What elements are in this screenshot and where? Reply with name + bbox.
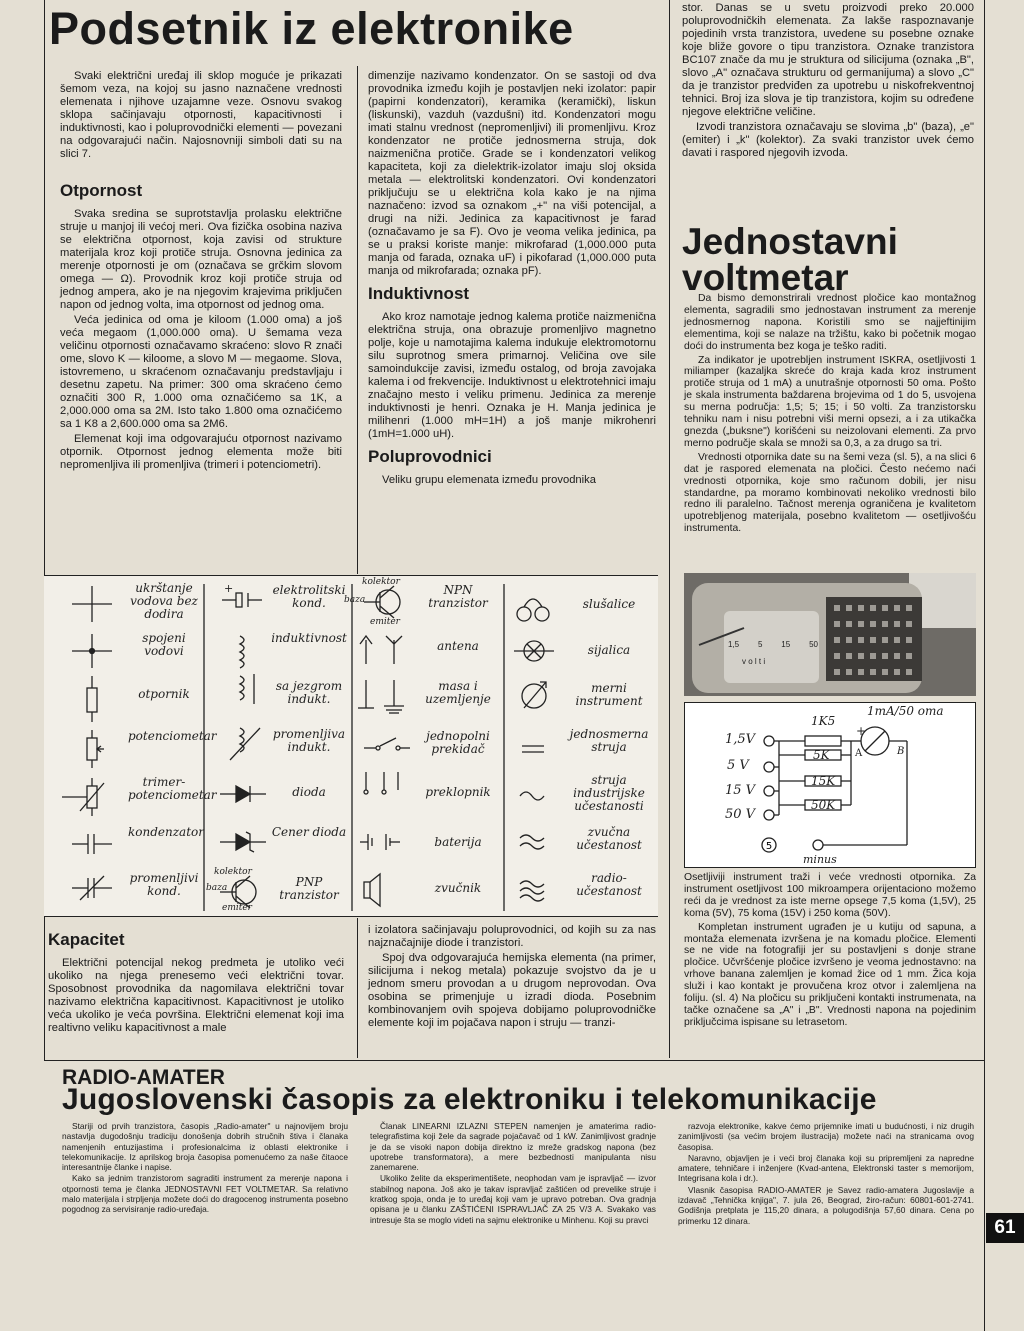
dioda-paragraph: Spoj dva odgovarajuća hemijska elementa (na primer, silicijuma i nekog metala) pokazuje svojstvo da je u jednom smeru provodan a u drugom neprovodan. Ova osobina se primenjuje u izradi dioda. Posebnim kombinovanjem ovih spojeva dobijamo poluprovodničke elemente koji im pojačava napon i struju — tranzi- — [368, 952, 656, 1029]
symbol-label-capacitor: kondenzator — [128, 825, 204, 839]
column-2-bottom — [368, 924, 656, 1032]
poluprovodnici-continued: i izolatora sačinjavaju poluprovodnici, od kojih su za nas najznačajnije diode i tranzistori. — [368, 924, 656, 949]
voltmetar-paragraph-2: Za indikator je upotrebljen instrument ISKRA, osetljivosti 1 miliamper (kazaljka skreće do kraja kada kroz instrument protiče struja od 1 mA) a unutrašnje otpornosti 50 oma. Pošto je skala instrumenta baždarena brojevima od 1 do 5, usvojena su merna područja: 1,5; 5; 15; i 50 volti. Za tranzistorsku tehniku nam i nisu potrebni viši merni opsezi, a i za utikačka gnezda („buksne") korišćeni su neizolovani elementi. Za prvo merno područje skala se množi sa 0,3, a za drugo sa tri. — [684, 354, 976, 449]
symbol-label-dc: jednosmerna struja — [569, 727, 649, 754]
symbol-label-trimmer: trimer-potenciometar — [128, 775, 217, 802]
otpornost-paragraph-2: Veća jedinica od oma je kiloom (1.000 oma) a još veća megaom (1,000.000 oma). U šemama veza veličinu otpornosti označavamo skraćeno: slovo R znači ome, slovo K — kiloome, a slovo M — megaome. Slova, istovremeno, u skraćenom označavanju predstavljaju i desetnu zapetu. Na primer: 300 oma skraćeno ćemo označiti 300 R, 1.000 oma označićemo sa 1K, a 2,000.000 oma sa 2M. Isto tako 1.800 oma označićemo sa 1 K8 a 2,600.000 oma sa 2M6. — [60, 314, 342, 430]
symbol-label-changeover: preklopnik — [425, 785, 491, 799]
electrolytic-plus-label: + — [224, 582, 234, 595]
symbol-label-inductance: induktivnost — [271, 631, 347, 645]
photo-scale-1: 1,5 — [728, 640, 740, 649]
npn-emitter-label: emiter — [370, 617, 400, 627]
induktivnost-heading: Induktivnost — [368, 284, 470, 303]
terminal-minus-label: minus — [803, 853, 837, 866]
symbol-label-potentiometer: potenciometar — [128, 729, 217, 743]
pnp-collector-label: kolektor — [214, 867, 252, 877]
intro-paragraph: Svaki električni uređaj ili sklop moguće je prikazati šemom veza, na kojoj su jasno naznačene vrednosti elemenata i njihove uzajamne veze. Osnovu svakog sklopa sačinjavaju otpornosti, kapacitivnosti i induktivnosti, kao i poluprovodnički elementi — povezani na odgovarajući način. Najosnovniji simboli dati su na slici 7. — [60, 70, 342, 160]
symbol-label-ground: masa i uzemljenje — [425, 679, 491, 706]
symbol-label-mains-ac: struja industrijske učestanosti — [573, 773, 645, 813]
symbol-label-variable-capacitor: promenljivi kond. — [129, 871, 199, 898]
terminal-15v-label: 15 V — [725, 783, 756, 798]
symbol-label-electrolytic: elektrolitski kond. — [272, 583, 346, 610]
symbol-label-crossing: ukrštanje vodova bez dodira — [130, 581, 198, 621]
footer-c2-p2: Ukoliko želite da eksperimentišete, neophodan vam je ispravljač — izvor stabilnog napona. Još ako je takav ispravljač zaštićen od prevelike struje i kratkog spoja, onda je to uređaj koji vam je upravo potreban. Ova gradnja opisana je u članku ZAŠTIĆENI ISPRAVLJAČ ZA 25 V/3 A. Svakako vas intresuje šta se moglo videti na sajmu elektronike u Minhenu. Koji su pravci — [370, 1173, 656, 1225]
pnp-emitter-label: emiter — [222, 903, 252, 913]
voltmetar-title-line-2: voltmetar — [682, 257, 849, 298]
symbol-label-antenna: antena — [437, 639, 479, 653]
page-title: Podsetnik iz elektronike — [49, 3, 574, 54]
column-3-bottom — [684, 872, 976, 1031]
column-rule-2 — [669, 0, 670, 1058]
resistor-r4-label: 50K — [811, 798, 836, 812]
footer-rule — [44, 1060, 984, 1061]
footer-c3-p1: razvoja elektronike, kakve ćemo prijemnike imati u budućnosti, i niz drugih zanimljivosti (sa većim brojem ilustracija) možete naći na stranicama ovog časopisa. — [678, 1121, 974, 1152]
column-1-bottom — [48, 924, 344, 1037]
symbol-label-speaker: zvučnik — [434, 881, 482, 895]
column-3-middle — [684, 293, 976, 537]
tranzistor-paragraph-1: stor. Danas se u svetu proizvodi preko 20.000 poluprovodničkih elemenata. Za lakše raspoznavanje pojedinih vrsta tranzistora, uvedene su posebne oznake koje bliže govore o tipu tranzistora. Oznake tranzistora BC107 znače da mu je struktura od silicijuma (oznaka „B", slovo „A" označava strukturu od germanijuma) a slovo „C" da je tranzistor predviđen za upotrebu u niskofrekventnoj tehnici. Broj iza slova je tip tranzistora, kojim su određene njegove električne veličine. — [682, 2, 974, 118]
voltmetar-schematic — [684, 702, 976, 868]
column-1-top — [60, 70, 342, 474]
symbol-label-zener: Cener dioda — [271, 825, 347, 839]
footer-column-1 — [62, 1121, 348, 1216]
meter-label: 1mA/50 oma — [867, 704, 944, 718]
voltmetar-paragraph-5: Kompletan instrument ugrađen je u kutiju od sapuna, a montaža elemenata izvršena je na komadu pločice. Elementi se ne vide na fotografiji jer su postavljeni s donje strane pločice. Učvršćenje pločice izvršeno je veoma jednostavno: na vrhove banana zalemljen je komad žice od 1 mm. Žica koja služi i kao kontakt je provučena kroz otvor i zalemljena na foliju. (sl. 4) Na pločicu su priključeni kontakti instrumenata, na tačke označene sa „A" i „B". Vrednosti napona na pojedinim priključcima ispisane su letrasetom. — [684, 921, 976, 1028]
symbol-label-switch: jednopolni prekidač — [426, 729, 490, 756]
footer-column-3 — [678, 1121, 974, 1227]
schematic-figure-number: 5 — [765, 841, 773, 852]
symbol-label-npn: NPN tranzistor — [428, 583, 488, 610]
voltmetar-photo — [684, 573, 976, 696]
page-number: 61 — [986, 1213, 1024, 1243]
voltmetar-title-line-1: Jednostavni — [682, 221, 898, 262]
symbol-label-meter: merni instrument — [575, 681, 643, 708]
symbol-label-bulb: sijalica — [587, 643, 631, 657]
footer-c3-p2: Naravno, objavljen je i veći broj članaka koji su pripremljeni za napredne amatere, tehničare i inženjere (Kvad-antena, Elektronski taster s memorijom, Integrisana kola i dr.). — [678, 1152, 974, 1184]
kapacitet-paragraph: Električni potencijal nekog predmeta je utoliko veći ukoliko na njega prenesemo veći električni tovar. Sposobnost provodnika da nagomilava električni tovar nazivamo električna kapacitivnost. Kapacitivnost je utoliko veća ukoliko je veća površina. Električni elemenat koji ima realtivno veliku kapacitivnost a male — [48, 957, 344, 1034]
symbol-label-battery: baterija — [434, 835, 482, 849]
resistor-r3-label: 15K — [811, 774, 836, 788]
terminal-5v-label: 5 V — [727, 758, 749, 773]
column-rule-1-bottom — [357, 918, 358, 1058]
voltmetar-title — [682, 221, 982, 298]
poluprovodnici-heading: Poluprovodnici — [368, 447, 492, 466]
pnp-base-label: baza — [206, 883, 228, 893]
photo-scale-3: 15 — [781, 640, 791, 649]
symbol-label-headphones: slušalice — [582, 597, 636, 611]
footer-c1-p2: Kako sa jednim tranzistorom sagraditi instrument za merenje napona i otpornosti tema je članka JEDNOSTAVNI FET VOLTMETAR. Sa relativno malo materijala i strpljenja možete doći do dragocenog instrumenta posebno pogodnog za servisiranje radio-uređaja. — [62, 1173, 348, 1215]
photo-scale-2: 5 — [757, 640, 763, 649]
photo-scale-4: 50 — [809, 640, 818, 649]
footer-column-2 — [370, 1121, 656, 1226]
footer-c2-p1: Članak LINEARNI IZLAZNI STEPEN namenjen je amaterima radio-telegrafistima koji žele da sagrade pojačavač od 1 kW. Zanimljivost gradnje je da se visoki napon dobija direktno iz mreže gradskog napona (bez upotrebe transformatora), a mere bezbednosti manipulanta nisu zanemarene. — [370, 1121, 656, 1173]
footer-subtitle: Jugoslovenski časopis za elektroniku i telekomunikacije — [62, 1083, 877, 1116]
induktivnost-paragraph: Ako kroz namotaje jednog kalema protiče naizmenična električna struja, ona obrazuje promenljivo magnetno polje, koje u namotajima kalema indukuje elektromotornu silu suprotnog smera primarnoj. Veličina ove sile samoindukcije zavisi, između ostalog, od broja zavojaka kalema i od frekvencije. Induktivnost u elektrotehnici imaju značajno mesto i veliku primenu. Jedinica za merenje induktivnosti je henri. Oznaka je H. Manja jedinica je milihenri (1.000 mH=1H) a još manje mikrohenri (1mH=1.000 uH). — [368, 311, 656, 440]
resistor-r1-label: 1K5 — [811, 714, 836, 728]
right-margin-rule — [984, 0, 985, 1331]
otpornost-paragraph-1: Svaka sredina se suprotstavlja prolasku električne struje u manjoj ili većoj meri. Ova fizička osobina naziva se električna otpornost, koja zavisi od strukture materijala kroz koji protiče struja. Osnovna jedinica za merenje otpornosti je om (označava se grčkim slovom omega — Ω). Provodnik kroz koji protiče struja od jednog ampera, ako je na njegovim krajevima priključen napon od jednog volta, ima otpornost od jednog oma. — [60, 208, 342, 311]
symbol-label-resistor: otpornik — [138, 687, 190, 701]
meter-a-label: A — [855, 748, 863, 759]
symbol-label-diode: dioda — [292, 785, 326, 799]
kapacitet-heading: Kapacitet — [48, 930, 125, 949]
column-3-top — [682, 2, 974, 162]
symbol-label-joined: spojeni vodovi — [142, 631, 186, 658]
symbol-label-core-inductance: sa jezgrom indukt. — [275, 679, 343, 706]
meter-plus-label: + — [856, 724, 867, 738]
otpornost-paragraph-3: Elemenat koji ima odgovarajuću otpornost nazivamo otpornik. Otpornost jednog elementa može biti nepromenljiva ili promenljiva (trimeri i potenciometri). — [60, 433, 342, 471]
symbol-label-pnp: PNP tranzistor — [279, 875, 339, 902]
symbol-label-variable-inductance: promenljiva indukt. — [272, 727, 346, 754]
footer-c3-p3: Vlasnik časopisa RADIO-AMATER je Savez radio-amatera Jugoslavije a izdavač „Tehnička knjiga", 7. jula 26, Beograd, žiro-račun: 60801-601-2741. Godišnja pretplata je 115,20 dinara, a polugodišnja 57,60 dinara. Cena po primerku 12 dinara. — [678, 1184, 974, 1226]
terminal-50v-label: 50 V — [725, 807, 756, 822]
tranzistor-paragraph-2: Izvodi tranzistora označavaju se slovima „b" (baza), „e" (emiter) i „k" (kolektor). Za svaki tranzistor uvek ćemo davati i raspored njegovih izvoda. — [682, 121, 974, 159]
meter-b-label: B — [897, 746, 905, 757]
column-rule-1 — [357, 66, 358, 574]
voltmetar-paragraph-3: Vrednosti otpornika date su na šemi veza (sl. 5), a na slici 6 dat je raspored elemenata na pločici. Često nećemo naći vrednosti otpornika, koje smo računom dobili, jer nisu standardne, pa moramo kombinovati nekoliko vrednosti bilo redno ili paralelno. Tačnost merenja ograničena je kvalitetom upotrebljenog materijala, posebno kvalitetom — osetljivošću instrumenta. — [684, 451, 976, 535]
photo-volt-label: v o l t i — [742, 657, 766, 666]
terminal-1-5v-label: 1,5V — [725, 732, 756, 747]
column-2-top — [368, 70, 656, 489]
photo-scale-labels — [728, 640, 818, 649]
voltmetar-paragraph-1: Da bismo demonstrirali vrednost pločice kao montažnog elementa, sagradili smo jednostavan instrument za merenje jednosmernog napona. Koristili smo se najjeftinijim elementima, koji se nalaze na tržištu, kako bi početnik mogao doći do instrumenta bez koga je teško raditi. — [684, 293, 976, 352]
resistor-r2-label: 5K — [813, 748, 830, 762]
voltmetar-paragraph-4: Osetljiviji instrument traži i veće vrednosti otpornika. Za instrument osetljivost 100 mikroampera orijentaciono možemo reći da je vrednost za iste merne opsege 7,5 koma (1,5V), 25 koma (5V), 75 koma (15V) i 250 koma (50V). — [684, 872, 976, 919]
footer-title: RADIO-AMATER — [62, 1066, 225, 1089]
otpornost-heading: Otpornost — [60, 181, 143, 200]
poluprovodnici-paragraph: Veliku grupu elemenata između provodnika — [382, 474, 596, 486]
npn-base-label: baza — [344, 595, 366, 605]
npn-collector-label: kolektor — [362, 577, 400, 587]
symbol-label-audio-frequency: zvučna učestanost — [576, 825, 642, 852]
symbol-table — [44, 575, 658, 917]
kondenzator-paragraph: dimenzije nazivamo kondenzator. On se sastoji od dva provodnika između kojih je postavljen neki izolator: papir (papirni kondenzatori), keramika (keramički), liskun (liskunski), vazduh (vazdušni) itd. Kondenzatori mogu imati stalnu vrednost (nepromenljivi) ili promenljivu. Kroz kondenzator ne protiče jednosmerna struja, dok naizmenična protiče. Grade se i kondenzatori velikog kapaciteta, koji za dielektrik-izolator imaju sloj oksida metala — elektrolitski kondenzatori. Ovi kondenzatori priključuju se u električna kola kako je na njima naznačeno: izvod sa oznakom „+" na viši potencijal, a drugi na niži. Jedinica za kapacitivnost je farad (označavamo je sa F). Ovo je veoma velika jedinica, pa se u praksi koriste manje: mikrofarad (1,000.000 puta manja od farada, oznaka uF) i pikofarad (1,000.000 puta manja od mikrofarada; oznaka pF). — [368, 70, 656, 277]
voltmetar-photo-drawing — [684, 573, 976, 696]
symbol-label-radio-frequency: radio-učestanost — [576, 871, 642, 898]
footer-c1-p1: Stariji od prvih tranzistora, časopis „Radio-amater" u najnovijem broju nastavlja dugodošnju tradiciju donošenja dobrih stručnih štiva i članaka namenjenih entuzijastima i profesionalcima iz oblasti elektronike i telekomunikacije. Iz aprilskog broja časopisa pomenućemo za naše čitaoce interesantnije članke i napise. — [62, 1121, 348, 1173]
